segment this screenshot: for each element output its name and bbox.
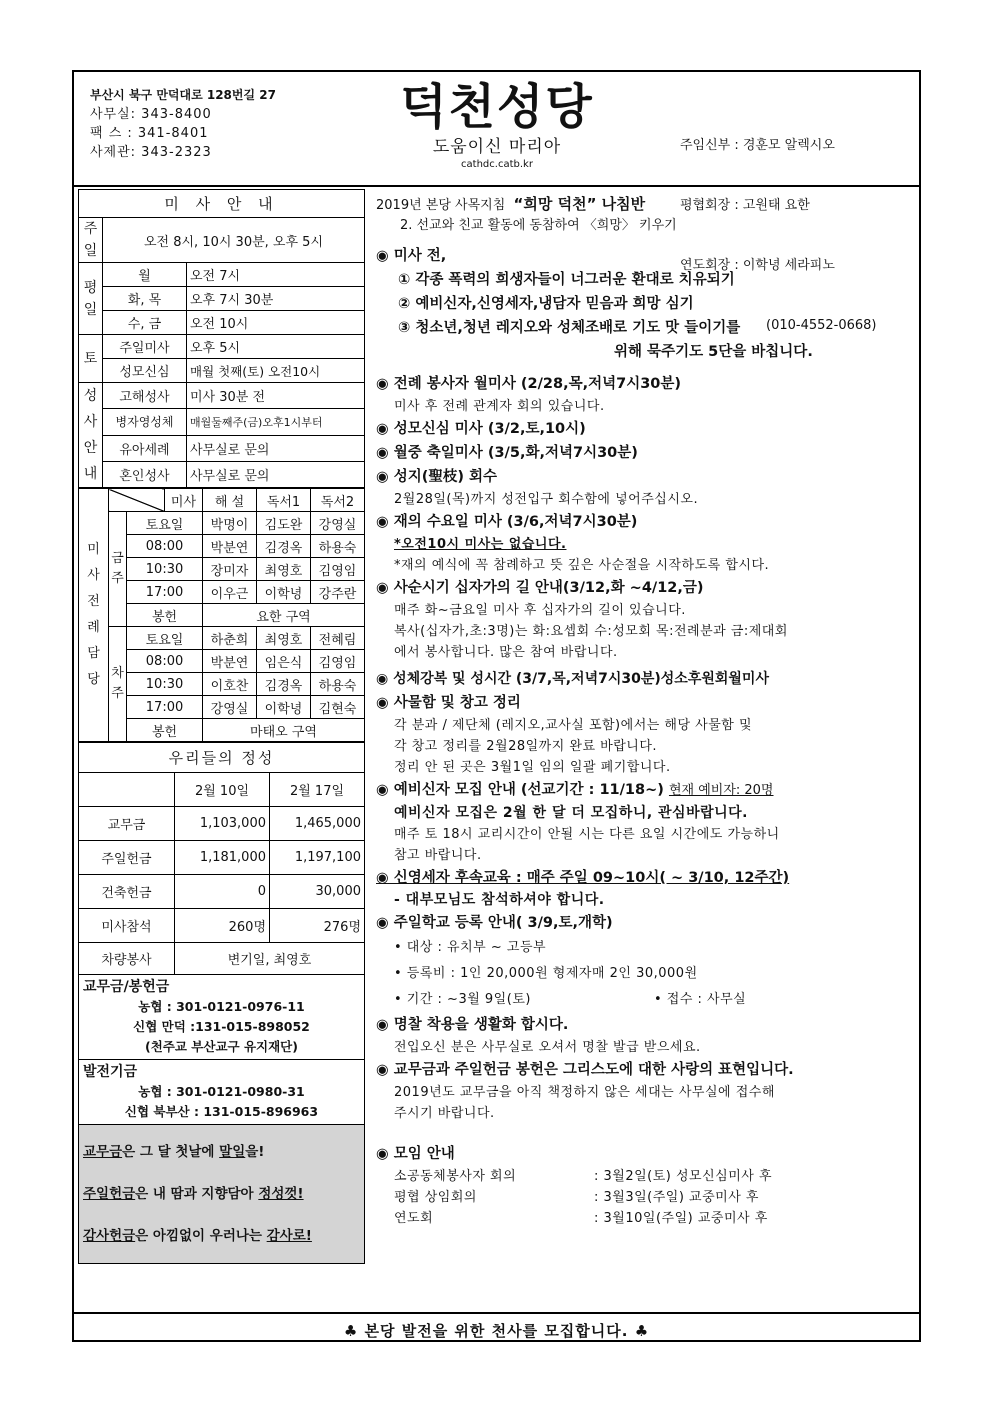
sacrament-name: 병자영성체	[103, 409, 187, 435]
reader2: 강영실	[311, 512, 365, 535]
mass-slot: 17:00	[127, 696, 203, 719]
saturday-item: 성모신심	[103, 359, 187, 383]
commentator: 박분연	[203, 535, 257, 558]
intention: ① 각종 폭력의 희생자들이 너그러운 환대로 치유되기	[398, 272, 735, 288]
meeting-row: 평협 상임회의 : 3월3일(주일) 교중미사 후	[394, 1190, 759, 1205]
footer-banner: ♣ 본당 발전을 위한 천사를 모집합니다. ♣	[74, 1312, 919, 1340]
contact-info	[90, 86, 276, 162]
sunday-label: 주일	[79, 218, 103, 263]
col-header: 해 설	[203, 489, 257, 512]
mass-slot: 10:30	[127, 558, 203, 581]
notice-title: ◉ 신영세자 후속교육 : 매주 주일 09~10시( ~ 3/10, 12주간)	[376, 870, 790, 886]
notice-title: ◉ 명찰 착용을 생활화 합시다.	[376, 1017, 569, 1033]
offering-slogans	[78, 1125, 365, 1264]
fund-heading: 발전기금	[83, 1064, 138, 1080]
notice-body: • 등록비 : 1인 20,000원 형제자매 2인 30,000원	[394, 966, 698, 981]
theme-year: 2019년 본당 사목지침	[376, 198, 506, 213]
notice-title: ◉ 사순시기 십자가의 길 안내(3/12,화 ~4/12,금)	[376, 580, 704, 596]
date-header: 2월 17일	[270, 773, 365, 807]
notice-title: ◉ 교무금과 주일헌금 봉헌은 그리스도에 대한 사랑의 표현입니다.	[376, 1062, 794, 1078]
reader2: 김현숙	[311, 696, 365, 719]
date-header: 2월 10일	[175, 773, 270, 807]
meeting-row: 연도회 : 3월10일(주일) 교중미사 후	[394, 1211, 768, 1226]
offering-value: 1,465,000	[270, 807, 365, 841]
intention: ② 예비신자,신영세자,냉담자 믿음과 희망 심기	[398, 296, 694, 312]
sunday-times: 오전 8시, 10시 30분, 오후 5시	[103, 218, 365, 263]
mass-slot: 08:00	[127, 650, 203, 673]
account-line: 신협 만덕 :131-015-898052	[133, 1019, 310, 1034]
mass-slot: 17:00	[127, 581, 203, 604]
col-header: 독서1	[257, 489, 311, 512]
commentator: 이우근	[203, 581, 257, 604]
slogan: 감사헌금은 아낌없이 우러나는 감사로!	[83, 1228, 312, 1244]
notice-title: ◉ 예비신자 모집 안내 (선교기간 : 11/18~) 현재 예비자: 20명	[376, 782, 774, 798]
theme-subtitle: 2. 선교와 친교 활동에 동참하여 〈희망〉 키우기	[400, 218, 677, 233]
account-line: 농협 : 301-0121-0980-31	[138, 1084, 305, 1099]
right-column	[376, 194, 916, 1229]
saturday-time: 오후 5시	[187, 335, 365, 359]
notice-body: 정리 안 된 곳은 3월1일 임의 일괄 폐기합니다.	[394, 760, 671, 775]
account-line: 농협 : 301-0121-0976-11	[138, 999, 305, 1014]
mass-schedule-table	[78, 189, 365, 488]
offering-value: 1,181,000	[175, 841, 270, 875]
slogan: 주일헌금은 내 땀과 지향담아 정성껏!	[83, 1186, 304, 1202]
col-header: 미사	[164, 489, 202, 512]
sacrament-time: 미사 30분 전	[187, 383, 365, 409]
notice-body: 2019년도 교무금을 아직 책정하지 않은 세대는 사무실에 접수해	[394, 1085, 775, 1100]
notice-title: ◉ 사물함 및 창고 정리	[376, 695, 521, 711]
reader2: 김영임	[311, 650, 365, 673]
weekday-time: 오전 10시	[187, 311, 365, 335]
notice-body: 에서 봉사합니다. 많은 참여 바랍니다.	[394, 645, 618, 660]
reader2: 강주란	[311, 581, 365, 604]
weekday-day: 화, 목	[103, 287, 187, 311]
notice-body: 매주 화~금요일 미사 후 십자가의 길이 있습니다.	[394, 603, 686, 618]
notice-body: 미사 후 전례 관계자 회의 있습니다.	[394, 399, 605, 414]
intention: 위해 묵주기도 5단을 바칩니다.	[614, 344, 813, 360]
intention: ③ 청소년,청년 레지오와 성체조배로 기도 맛 들이기를	[398, 320, 741, 336]
reader1: 최영호	[257, 627, 311, 650]
notice-body: 전입오신 분은 사무실로 오셔서 명찰 발급 받으세요.	[394, 1040, 701, 1055]
notice-body: 주시기 바랍니다.	[394, 1106, 495, 1121]
notice-title: ◉ 월중 축일미사 (3/5,화,저녁7시30분)	[376, 445, 638, 461]
church-title-block	[392, 78, 602, 172]
legion-head: 연도회장 : 이학녕 세라피노	[680, 258, 835, 273]
mass-slot: 토요일	[127, 627, 203, 650]
pastor: 주임신부 : 경훈모 알렉시오	[680, 138, 835, 153]
offering-value: 260명	[175, 909, 270, 943]
week2-label: 차주	[109, 627, 127, 742]
offerings-table	[78, 742, 365, 975]
mass-slot: 토요일	[127, 512, 203, 535]
slogan: 교무금은 그 달 첫날에 말일을!	[83, 1144, 265, 1160]
church-name: 덕천성당	[400, 79, 594, 135]
commentator: 강영실	[203, 696, 257, 719]
notice-body: 각 분과 / 제단체 (레지오,교사실 포함)에서는 해당 사물함 및	[394, 718, 753, 733]
sacrament-name: 고해성사	[103, 383, 187, 409]
commentator: 하춘희	[203, 627, 257, 650]
offering-accounts	[78, 975, 365, 1060]
offering-district: 마태오 구역	[203, 719, 365, 742]
commentator: 이호찬	[203, 673, 257, 696]
church-website: cathdc.catb.kr	[461, 159, 533, 170]
notice-body: *오전10시 미사는 없습니다.	[394, 537, 567, 552]
diagonal-header-cell	[109, 489, 165, 512]
commentator: 박명이	[203, 512, 257, 535]
notice-title: ◉ 성지(聖枝) 회수	[376, 469, 498, 485]
mass-slot: 10:30	[127, 673, 203, 696]
offering-district: 요한 구역	[203, 604, 365, 627]
sacrament-label: 성사안내	[79, 383, 103, 488]
notice-body: 매주 토 18시 교리시간이 안될 시는 다른 요일 시간에도 가능하니	[394, 827, 780, 842]
reader1: 김경옥	[257, 535, 311, 558]
notice-body: - 대부모님도 참석하셔야 합니다.	[394, 892, 605, 908]
notice-title: ◉ 전례 봉사자 월미사 (2/28,목,저녁7시30분)	[376, 376, 682, 392]
offering-value: 0	[175, 875, 270, 909]
offering-row-label: 주일헌금	[79, 841, 175, 875]
notice-title: ◉ 재의 수요일 미사 (3/6,저녁7시30분)	[376, 514, 638, 530]
notices	[376, 372, 916, 1229]
notice-body: • 기간 : ~3월 9일(토) • 접수 : 사무실	[394, 992, 747, 1007]
offerings-title: 우리들의 정성	[79, 743, 365, 773]
vehicle-volunteers: 변기일, 최영호	[175, 943, 365, 975]
col-header: 독서2	[311, 489, 365, 512]
sacrament-name: 유아세례	[103, 435, 187, 461]
meeting-row: 소공동체봉사자 회의 : 3월2일(토) 성모신심미사 후	[394, 1169, 773, 1184]
reader1: 이학녕	[257, 581, 311, 604]
reader1: 최영호	[257, 558, 311, 581]
offering-value: 1,197,100	[270, 841, 365, 875]
reader1: 임은식	[257, 650, 311, 673]
commentator: 장미자	[203, 558, 257, 581]
notice-title: ◉ 모임 안내	[376, 1146, 455, 1162]
pre-mass-title: ◉ 미사 전,	[376, 248, 447, 264]
offering-row-label: 교무금	[79, 807, 175, 841]
notice-title: ◉ 주일학교 등록 안내( 3/9,토,개학)	[376, 915, 613, 931]
offering-value: 276명	[270, 909, 365, 943]
account-line: 신협 북부산 : 131-015-896963	[124, 1104, 319, 1119]
pastoral-theme	[376, 194, 916, 236]
accounts-heading: 교무금/봉헌금	[83, 979, 170, 995]
reader1: 김경옥	[257, 673, 311, 696]
notice-title: ◉ 성체강복 및 성시간 (3/7,목,저녁7시30분)성소후원회월미사	[376, 671, 769, 687]
notice-title: ◉ 성모신심 미사 (3/2,토,10시)	[376, 421, 586, 437]
bulletin-page	[72, 70, 921, 1342]
saturday-item: 주일미사	[103, 335, 187, 359]
development-fund	[78, 1060, 365, 1125]
weekday-label: 평일	[79, 263, 103, 335]
reader2: 전혜림	[311, 627, 365, 650]
commentator: 박분연	[203, 650, 257, 673]
offering-label: 봉헌	[127, 719, 203, 742]
offering-row-label: 건축헌금	[79, 875, 175, 909]
rectory-phone: 사제관: 343-2323	[90, 145, 212, 160]
sacrament-time: 사무실로 문의	[187, 435, 365, 461]
church-address: 부산시 북구 만덕대로 128번길 27	[90, 88, 276, 102]
weekday-time: 오전 7시	[187, 263, 365, 287]
reader2: 하용숙	[311, 535, 365, 558]
offering-row-label: 미사참석	[79, 909, 175, 943]
council-head: 평협회장 : 고원태 요한	[680, 198, 810, 213]
saturday-label: 토	[79, 335, 103, 383]
notice-body: *재의 예식에 꼭 참례하고 뜻 깊은 사순절을 시작하도록 합시다.	[394, 558, 770, 573]
notice-body: 예비신자 모집은 2월 한 달 더 모집하니, 관심바랍니다.	[394, 805, 748, 821]
sacrament-time: 사무실로 문의	[187, 461, 365, 487]
weekday-day: 월	[103, 263, 187, 287]
weekday-time: 오후 7시 30분	[187, 287, 365, 311]
saturday-time: 매월 첫째(토) 오전10시	[187, 359, 365, 383]
notice-body: 2월28일(목)까지 성전입구 회수함에 넣어주십시오.	[394, 492, 699, 507]
empty-header-cell	[79, 773, 175, 807]
mass-slot: 08:00	[127, 535, 203, 558]
offering-value: 30,000	[270, 875, 365, 909]
mass-section-title: 미 사 안 내	[79, 190, 365, 218]
church-patron: 도움이신 마리아	[432, 137, 562, 157]
ministry-label: 미사전례담당	[79, 489, 109, 742]
sacrament-time: 매월둘째주(금)오후1시부터	[187, 409, 365, 435]
notice-body: 각 창고 정리를 2월28일까지 완료 바랍니다.	[394, 739, 658, 754]
pre-mass-intentions	[376, 244, 916, 364]
notice-body: • 대상 : 유치부 ~ 고등부	[394, 940, 547, 955]
legion-phone: (010-4552-0668)	[766, 318, 877, 333]
sacrament-name: 혼인성사	[103, 461, 187, 487]
weekday-day: 수, 금	[103, 311, 187, 335]
ministry-table	[78, 488, 365, 742]
vehicle-label: 차량봉사	[79, 943, 175, 975]
notice-body: 복사(십자가,초:3명)는 화:요셉회 수:성모회 목:전례분과 금:제대회	[394, 624, 788, 639]
offering-value: 1,103,000	[175, 807, 270, 841]
offering-label: 봉헌	[127, 604, 203, 627]
week1-label: 금주	[109, 512, 127, 627]
fax-number: 팩 스 : 341-8401	[90, 126, 209, 141]
office-phone: 사무실: 343-8400	[90, 107, 212, 122]
reader2: 하용숙	[311, 673, 365, 696]
notice-body: 참고 바랍니다.	[394, 848, 482, 863]
theme-title: “희망 덕천” 나침반	[513, 195, 646, 213]
reader1: 김도완	[257, 512, 311, 535]
reader1: 이학녕	[257, 696, 311, 719]
left-column	[78, 189, 365, 1264]
account-holder: (천주교 부산교구 유지재단)	[145, 1039, 298, 1054]
catechumen-count: 현재 예비자: 20명	[668, 783, 774, 798]
reader2: 김영임	[311, 558, 365, 581]
